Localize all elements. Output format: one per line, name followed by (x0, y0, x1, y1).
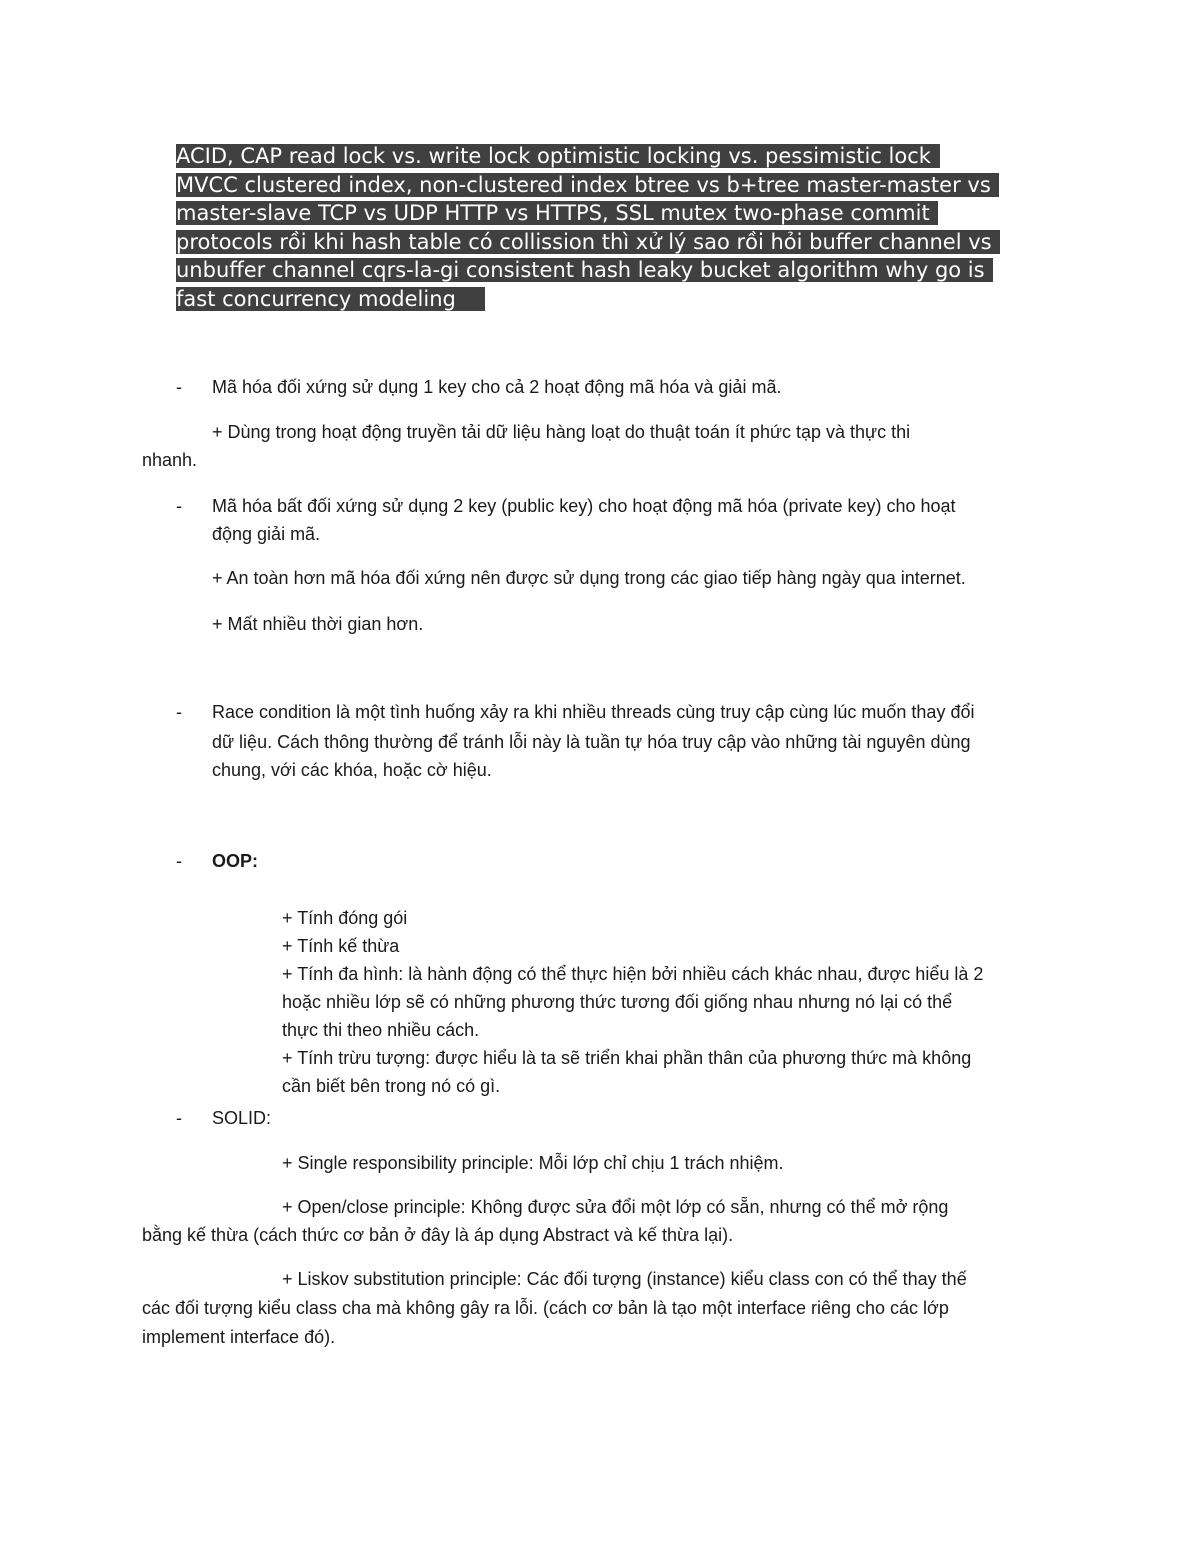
oop-item: thực thi theo nhiều cách. (282, 1020, 480, 1040)
solid-lsp: + Liskov substitution principle: Các đối tượng (instance) kiểu class con có thể thay thế (282, 1269, 967, 1289)
list-bullet: - (176, 851, 182, 871)
highlighted-topics-block (176, 142, 1066, 314)
highlight-line: unbuffer channel cqrs-la-gi consistent hash leaky bucket algorithm why go is (176, 258, 992, 283)
oop-heading: OOP: (212, 851, 259, 871)
list-bullet: - (176, 377, 182, 397)
symmetric-sub-point-cont: nhanh. (142, 450, 198, 470)
solid-ocp-cont: bằng kế thừa (cách thức cơ bản ở đây là áp dụng Abstract và kế thừa lại). (142, 1225, 734, 1245)
oop-item: + Tính kế thừa (282, 936, 400, 956)
race-condition-text: chung, với các khóa, hoặc cờ hiệu. (212, 760, 492, 780)
race-condition-text: dữ liệu. Cách thông thường để tránh lỗi này là tuần tự hóa truy cập vào những tài nguyên dùng (212, 732, 971, 752)
solid-srp: + Single responsibility principle: Mỗi lớp chỉ chịu 1 trách nhiệm. (282, 1153, 784, 1173)
solid-heading: SOLID: (212, 1108, 272, 1128)
list-bullet: - (176, 702, 182, 722)
oop-item: + Tính trừu tượng: được hiểu là ta sẽ triển khai phần thân của phương thức mà không (282, 1048, 972, 1068)
solid-lsp-cont: các đối tượng kiểu class cha mà không gây ra lỗi. (cách cơ bản là tạo một interface riêng cho các lớp (142, 1298, 949, 1318)
highlight-line: master-slave TCP vs UDP HTTP vs HTTPS, SSL mutex two-phase commit (176, 201, 937, 226)
list-bullet: - (176, 496, 182, 516)
solid-ocp: + Open/close principle: Không được sửa đổi một lớp có sẵn, nhưng có thể mở rộng (282, 1197, 949, 1217)
race-condition-text: Race condition là một tình huống xảy ra khi nhiều threads cùng truy cập cùng lúc muốn thay đổi (212, 702, 975, 722)
asymmetric-encryption-text-cont: động giải mã. (212, 524, 321, 544)
oop-item: hoặc nhiều lớp sẽ có những phương thức tương đối giống nhau nhưng nó lại có thể (282, 992, 953, 1012)
solid-lsp-cont: implement interface đó). (142, 1327, 336, 1347)
asymmetric-sub-point: + An toàn hơn mã hóa đối xứng nên được sử dụng trong các giao tiếp hàng ngày qua internet. (212, 568, 966, 588)
symmetric-sub-point: + Dùng trong hoạt động truyền tải dữ liệu hàng loạt do thuật toán ít phức tạp và thực thi (212, 422, 911, 442)
oop-item: + Tính đóng gói (282, 908, 408, 928)
symmetric-encryption-text: Mã hóa đối xứng sử dụng 1 key cho cả 2 hoạt động mã hóa và giải mã. (212, 377, 782, 397)
list-bullet: - (176, 1108, 182, 1128)
highlight-line: fast concurrency modeling (176, 286, 483, 311)
asymmetric-sub-point: + Mất nhiều thời gian hơn. (212, 614, 424, 634)
highlight-line: ACID, CAP read lock vs. write lock optimistic locking vs. pessimistic lock (176, 144, 938, 168)
highlight-line: protocols rồi khi hash table có collission thì xử lý sao rồi hỏi buffer channel vs (176, 229, 999, 254)
highlight-line: MVCC clustered index, non-clustered index btree vs b+tree master-master vs (176, 172, 998, 197)
asymmetric-encryption-text: Mã hóa bất đối xứng sử dụng 2 key (public key) cho hoạt động mã hóa (private key) cho hoạt (212, 496, 956, 516)
oop-item: cần biết bên trong nó có gì. (282, 1076, 501, 1096)
oop-item: + Tính đa hình: là hành động có thể thực hiện bởi nhiều cách khác nhau, được hiểu là 2 (282, 964, 984, 984)
